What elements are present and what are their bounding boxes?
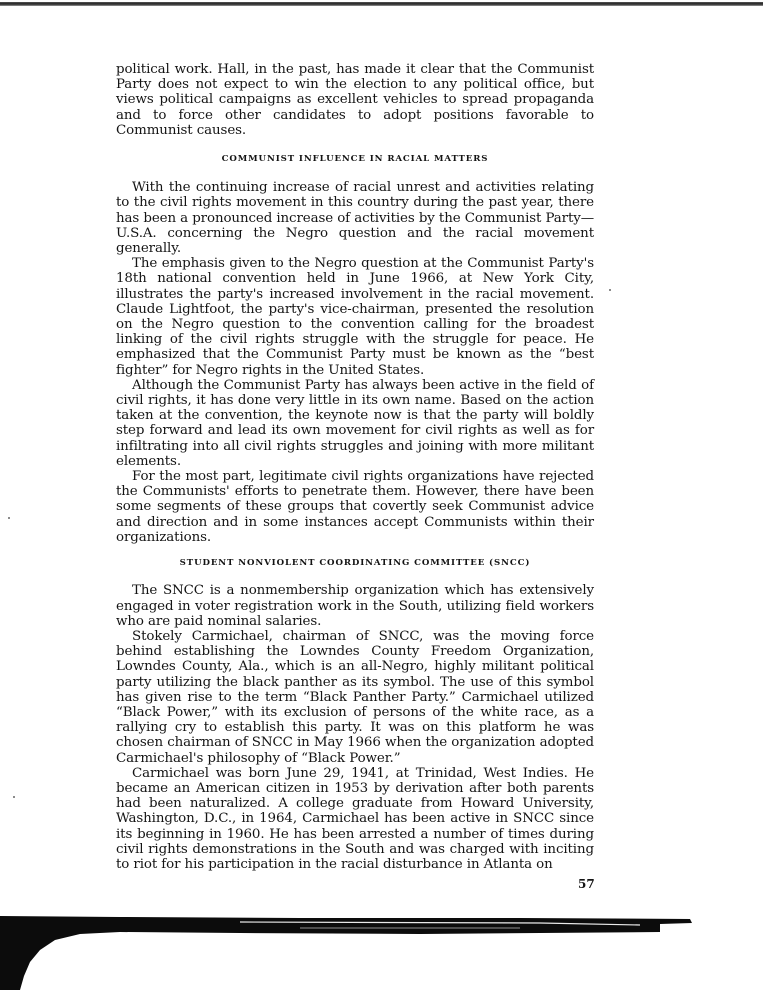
section-heading-racial-matters: COMMUNIST INFLUENCE IN RACIAL MATTERS — [221, 154, 489, 165]
section-heading-sncc: STUDENT NONVIOLENT COORDINATING COMMITTEE (SNCC) — [179, 558, 531, 569]
paragraph-sncc-3: Carmichael was born June 29, 1941, at Trinidad, West Indies. He became an American citizen in 1953 by derivation after both parents had been naturalized. A college graduate from Howard University, Washington, D.C., in 1964, Carmichael has been active in SNCC since its beginning in 1960. He has been arrested a number of times during civil rights demonstrations in the South and was charged with inciting to riot for his participation in the racial disturbance in Atlanta on — [116, 765, 594, 872]
scan-speck — [13, 796, 15, 798]
paragraph-sncc-1: The SNCC is a nonmembership organization which has extensively engaged in voter registration work in the South, utilizing field workers who are paid nominal salaries. — [116, 583, 594, 629]
paragraph-racial-4: For the most part, legitimate civil rights organizations have rejected the Communists' efforts to penetrate them. However, there have been some segments of these groups that covertly seek Communist advice and direction and in some instances accept Communists within their organizations. — [116, 469, 594, 545]
paragraph-racial-1: With the continuing increase of racial unrest and activities relating to the civil rights movement in this country during the past year, there has been a pronounced increase of activities by the Communist Party—U.S.A. concerning the Negro question and the racial movement generally. — [116, 180, 594, 257]
paragraph-racial-3: Although the Communist Party has always been active in the field of civil rights, it has done very little in its own name. Based on the action taken at the convention, the keynote now is that the party will boldly step forward and lead its own movement for civil rights as well as for infiltrating into all civil rights struggles and joining with more militant elements. — [116, 377, 594, 469]
page-body — [116, 62, 594, 872]
page-number: 57 — [578, 877, 595, 891]
top-scan-border — [0, 2, 763, 6]
intro-paragraph: political work. Hall, in the past, has made it clear that the Communist Party does not expect to win the election to any political office, but views political campaigns as excellent vehicles to spread propaganda and to force other candidates to adopt positions favorable to Communist causes. — [116, 62, 594, 138]
paragraph-sncc-2: Stokely Carmichael, chairman of SNCC, was the moving force behind establishing the Lowndes County Freedom Organization, Lowndes County, Ala., which is an all-Negro, highly militant political party utilizing the black panther as its symbol. The use of this symbol has given rise to the term “Black Panther Party.” Carmichael utilized “Black Power,” with its exclusion of persons of the white race, as a rallying cry to establish this party. It was on this platform he was chosen chairman of SNCC in May 1966 when the organization adopted Carmichael's philosophy of “Black Power.” — [116, 628, 594, 766]
bottom-scan-edge — [0, 910, 763, 990]
scan-speck — [8, 517, 10, 519]
scan-speck — [609, 289, 611, 291]
paragraph-racial-2: The emphasis given to the Negro question at the Communist Party's 18th national convention held in June 1966, at New York City, illustrates the party's increased involvement in the racial movement. Claude Lightfoot, the party's vice-chairman, presented the resolution on the Negro question to the convention calling for the broadest linking of the civil rights struggle with the struggle for peace. He emphasized that the Communist Party must be known as the “best fighter” for Negro rights in the United States. — [116, 256, 594, 378]
